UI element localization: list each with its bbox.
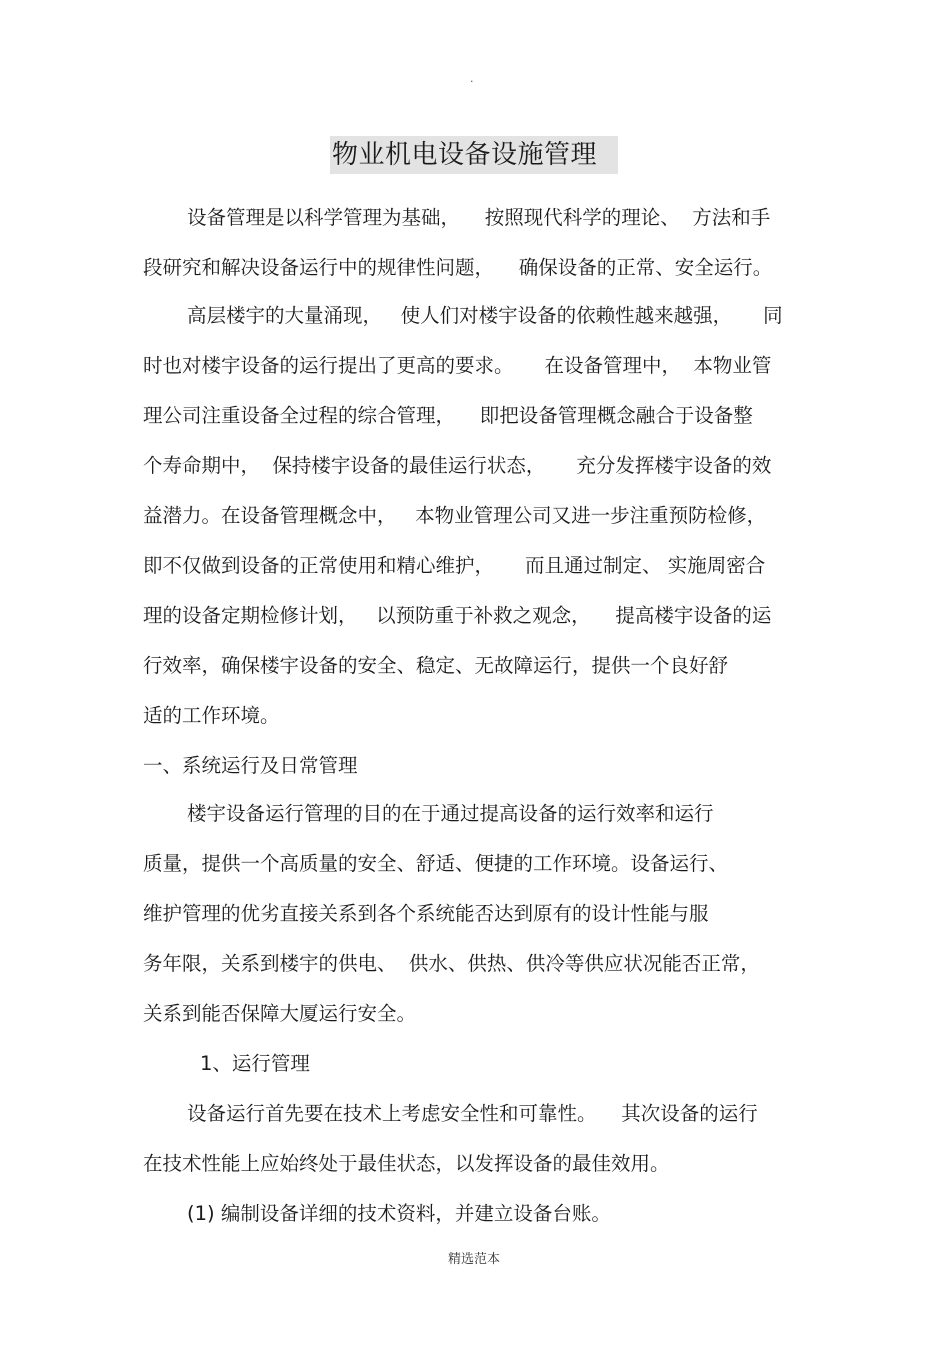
paragraph-line: 理的设备定期检修计划， 以预防重于补救之观念， 提高楼宇设备的运 [143,604,772,627]
paragraph-line: 关系到能否保障大厦运行安全。 [143,1002,417,1025]
paragraph-line: 在技术性能上应始终处于最佳状态，以发挥设备的最佳效用。 [143,1152,670,1175]
paragraph-line: 时也对楼宇设备的运行提出了更高的要求。 在设备管理中， 本物业管 [143,354,772,377]
paragraph-line: 高层楼宇的大量涌现， 使人们对楼宇设备的依赖性越来越强， 同 [187,304,783,327]
paragraph-line: 设备运行首先要在技术上考虑安全性和可靠性。 其次设备的运行 [187,1102,758,1125]
paragraph-line: 维护管理的优劣直接关系到各个系统能否达到原有的设计性能与服 [143,902,709,925]
paragraph-line: 理公司注重设备全过程的综合管理， 即把设备管理概念融合于设备整 [143,404,753,427]
paragraph-line: 务年限，关系到楼宇的供电、 供水、供热、供冷等供应状况能否正常， [143,952,760,975]
paragraph-line: 段研究和解决设备运行中的规律性问题， 确保设备的正常、安全运行。 [143,256,773,279]
paragraph-line: 益潜力。在设备管理概念中， 本物业管理公司又进一步注重预防检修， [143,504,767,527]
paragraph-line: 即不仅做到设备的正常使用和精心维护， 而且通过制定、 实施周密合 [143,554,766,577]
document-title: 物业机电设备设施管理 [330,136,618,174]
page-marker-dot: . [470,72,474,85]
subsection-heading: 1、运行管理 [200,1052,310,1075]
page-footer: 精选范本 [448,1252,501,1267]
paragraph-line: 楼宇设备运行管理的目的在于通过提高设备的运行效率和运行 [187,802,714,825]
paragraph-line: 设备管理是以科学管理为基础， 按照现代科学的理论、 方法和手 [187,206,771,229]
paragraph-line: 质量，提供一个高质量的安全、舒适、便捷的工作环境。设备运行、 [143,852,729,875]
section-heading: 一、系统运行及日常管理 [143,754,358,777]
paragraph-line: 行效率，确保楼宇设备的安全、稳定、无故障运行，提供一个良好舒 [143,654,729,677]
paragraph-line: 个寿命期中， 保持楼宇设备的最佳运行状态， 充分发挥楼宇设备的效 [143,454,772,477]
list-item: (1) 编制设备详细的技术资料，并建立设备台账。 [187,1202,611,1225]
paragraph-line: 适的工作环境。 [143,704,280,727]
